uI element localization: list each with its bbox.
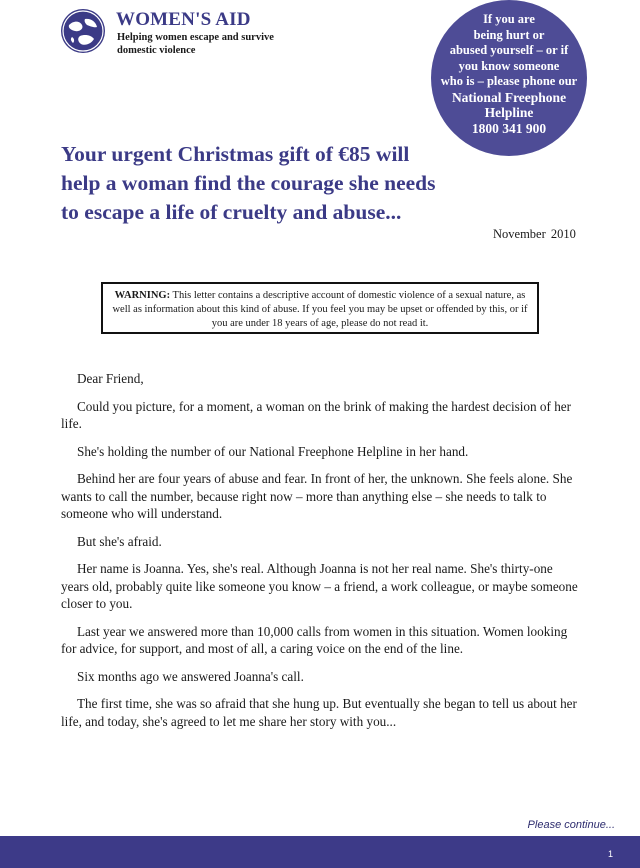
warning-label: WARNING: — [114, 290, 171, 301]
helpline-name: National Freephone — [451, 89, 567, 105]
helpline-name: Helpline — [484, 105, 534, 120]
helpline-phone-number: 1800 341 900 — [471, 120, 547, 136]
appeal-headline: Your urgent Christmas gift of €85 will help a woman find the courage she needs to escape a life of cruelty and abuse... — [61, 142, 436, 224]
page-number: 1 — [607, 849, 613, 859]
letter-paragraph: Could you picture, for a moment, a woman on the brink of making the hardest decision of her life. — [61, 398, 572, 431]
please-continue-note: Please continue... — [527, 819, 615, 831]
letter-date: November 2010 — [493, 227, 576, 241]
content-warning-box — [101, 282, 539, 334]
helpline-callout-line: If you are — [483, 12, 535, 26]
organisation-name: WOMEN'S AID — [116, 9, 251, 30]
letter-paragraph: Behind her are four years of abuse and fear. In front of her, the unknown. She feels alone. She wants to call the number, because right now – more than anything else – she needs to talk to someone who will understand. — [61, 471, 573, 521]
globe-emblem-icon — [60, 8, 106, 54]
letter-paragraph: Her name is Joanna. Yes, she's real. Although Joanna is not her real name. She's thirty-one years old, probably quite like someone you know – a friend, a work colleague, or maybe someone closer to you. — [61, 561, 578, 611]
helpline-callout-line: who is – please phone our — [440, 74, 578, 88]
letter-paragraph: The first time, she was so afraid that she hung up. But eventually she began to tell us about her life, and today, she's agreed to let me share her story with you... — [61, 696, 577, 729]
letter-paragraph: Six months ago we answered Joanna's call. — [77, 668, 304, 684]
letter-paragraph: She's holding the number of our National Freephone Helpline in her hand. — [77, 443, 469, 459]
letter-body — [61, 370, 581, 740]
footer-band — [0, 836, 640, 868]
organisation-tagline: Helping women escape and survive domestic violence — [117, 32, 274, 56]
helpline-callout — [431, 0, 587, 156]
helpline-callout-line: abused yourself – or if — [449, 43, 569, 57]
letter-paragraph: But she's afraid. — [77, 533, 162, 549]
letter-paragraph: Dear Friend, — [77, 371, 144, 386]
helpline-callout-line: you know someone — [458, 58, 560, 73]
warning-text: This letter contains a descriptive account of domestic violence of a sexual nature, as well as information about this kind of abuse. If you feel you may be upset or offended by this, or if you are under 18 years of age, please do not read it. — [112, 290, 528, 329]
letter-paragraph: Last year we answered more than 10,000 calls from women in this situation. Women looking for advice, for support, and most of all, a caring voice on the end of the line. — [61, 623, 568, 656]
helpline-callout-line: being hurt or — [473, 27, 545, 42]
